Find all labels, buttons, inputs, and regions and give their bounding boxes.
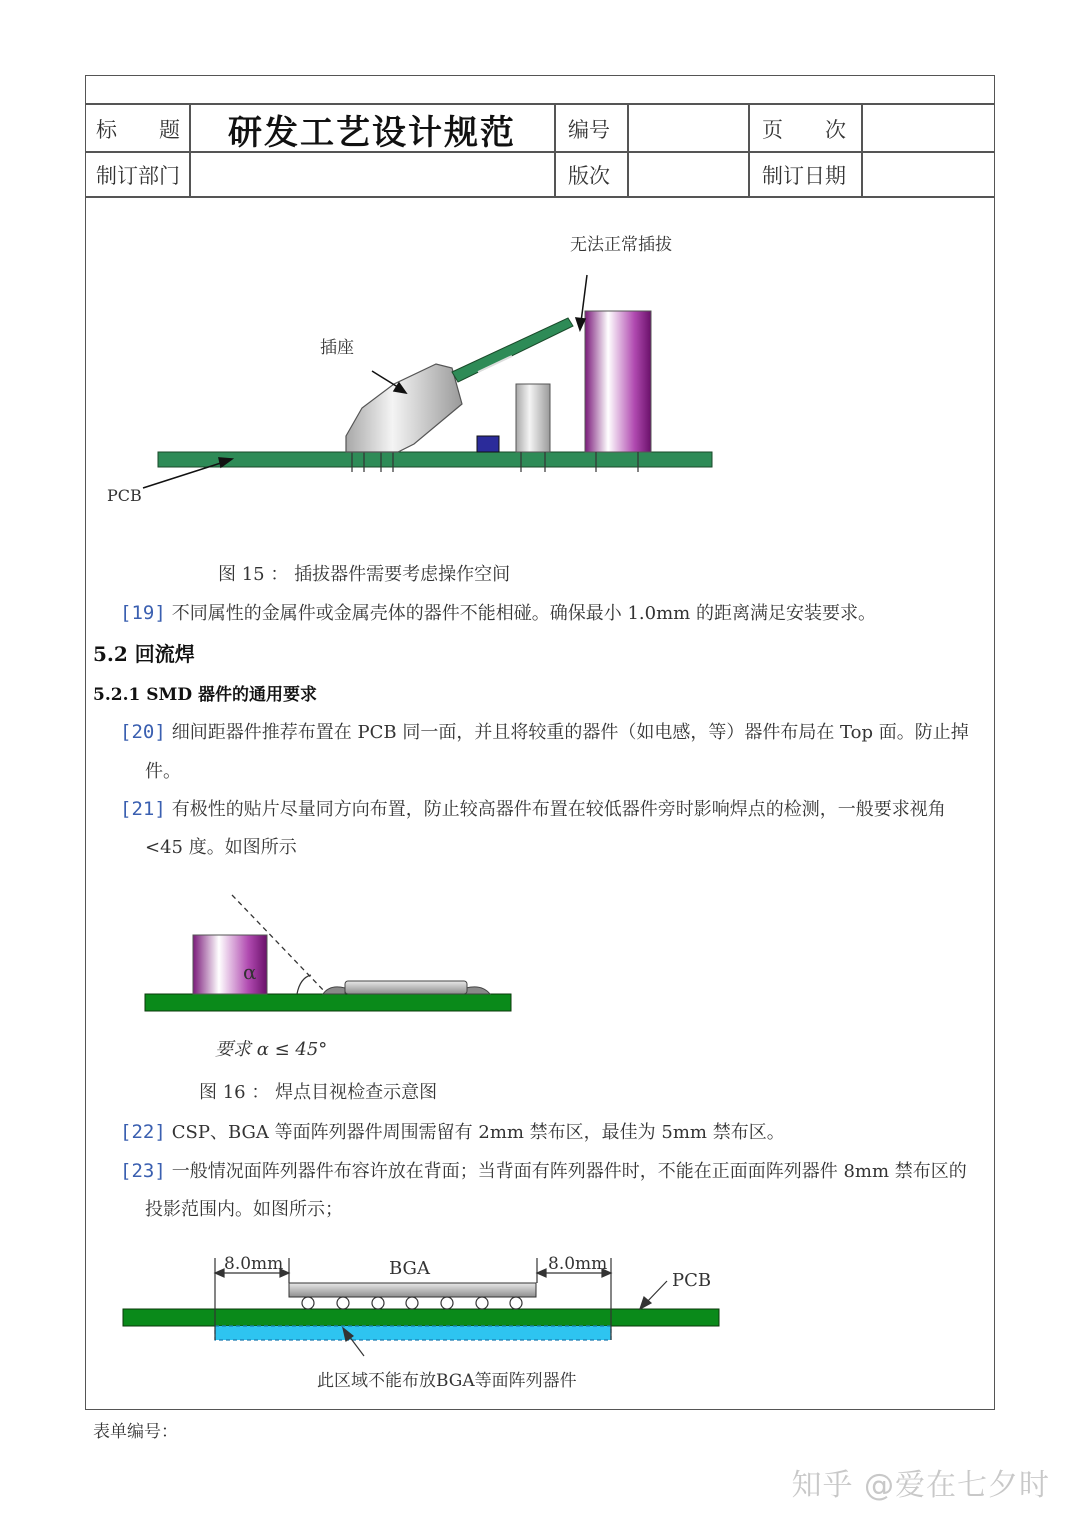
- label-pcb: PCB: [107, 486, 142, 505]
- item-21-text-1: 有极性的贴片尽量同方向布置，防止较高器件布置在较低器件旁时影响焊点的检测，一般要求视角: [171, 799, 946, 820]
- fig15-caption: 图 15 ： 插拔器件需要考虑操作空间: [218, 564, 511, 585]
- label-unplug: 无法正常插拔: [570, 235, 672, 255]
- bga-board: [123, 1309, 719, 1326]
- date-label: 制订日期: [762, 164, 846, 188]
- fig16-requirement: 要求 α ≤ 45°: [215, 1039, 328, 1060]
- version-label: 版次: [568, 164, 610, 188]
- ref-20: [20]: [120, 721, 166, 743]
- section-5-2: 5.2 回流焊: [93, 642, 195, 666]
- item-22-text: CSP、BGA 等面阵列器件周围需留有 2mm 禁布区，最佳为 5mm 禁布区。: [171, 1122, 785, 1143]
- page-label: 页 次: [762, 118, 846, 142]
- bga-label: BGA: [389, 1258, 430, 1279]
- bga-keepout-zone: [215, 1326, 611, 1340]
- fig16-alpha: α: [243, 960, 257, 984]
- bga-dim-right: 8.0mm: [548, 1254, 608, 1274]
- ref-22: [22]: [120, 1121, 166, 1143]
- bga-pcb-label: PCB: [672, 1270, 712, 1291]
- bga-package: [289, 1283, 536, 1297]
- item-20-text-1: 细间距器件推荐布置在 PCB 同一面，并且将较重的器件（如电感，等）器件布局在 Top 面。防止掉: [171, 722, 969, 743]
- number-label: 编号: [568, 118, 610, 142]
- dept-label: 制订部门: [96, 164, 180, 188]
- item-23-text-2: 投影范围内。如图所示；: [145, 1199, 343, 1220]
- bga-dim-left: 8.0mm: [224, 1254, 284, 1274]
- form-number-label: 表单编号：: [93, 1422, 178, 1442]
- item-23-text-1: 一般情况面阵列器件布容许放在背面；当背面有阵列器件时，不能在正面面阵列器件 8mm 禁布区的: [171, 1161, 967, 1182]
- section-5-2-1: 5.2.1 SMD 器件的通用要求: [93, 685, 317, 705]
- item-21-text-2: <45 度。如图所示: [145, 837, 297, 858]
- bga-note: 此区域不能布放BGA等面阵列器件: [317, 1371, 577, 1391]
- ref-23: [23]: [120, 1160, 166, 1182]
- item-20-text-2: 件。: [145, 761, 181, 782]
- label-socket: 插座: [320, 338, 354, 358]
- bga-balls: [302, 1297, 522, 1309]
- doc-title: 研发工艺设计规范: [228, 113, 516, 153]
- fig16-caption: 图 16 ： 焊点目视检查示意图: [199, 1082, 438, 1103]
- item-19-text: 不同属性的金属件或金属壳体的器件不能相碰。确保最小 1.0mm 的距离满足安装要求。: [171, 603, 876, 624]
- title-label: 标 题: [96, 118, 180, 142]
- ref-19: [19]: [120, 602, 166, 624]
- watermark: 知乎 @爱在七夕时: [791, 1468, 1050, 1503]
- ref-21: [21]: [120, 798, 166, 820]
